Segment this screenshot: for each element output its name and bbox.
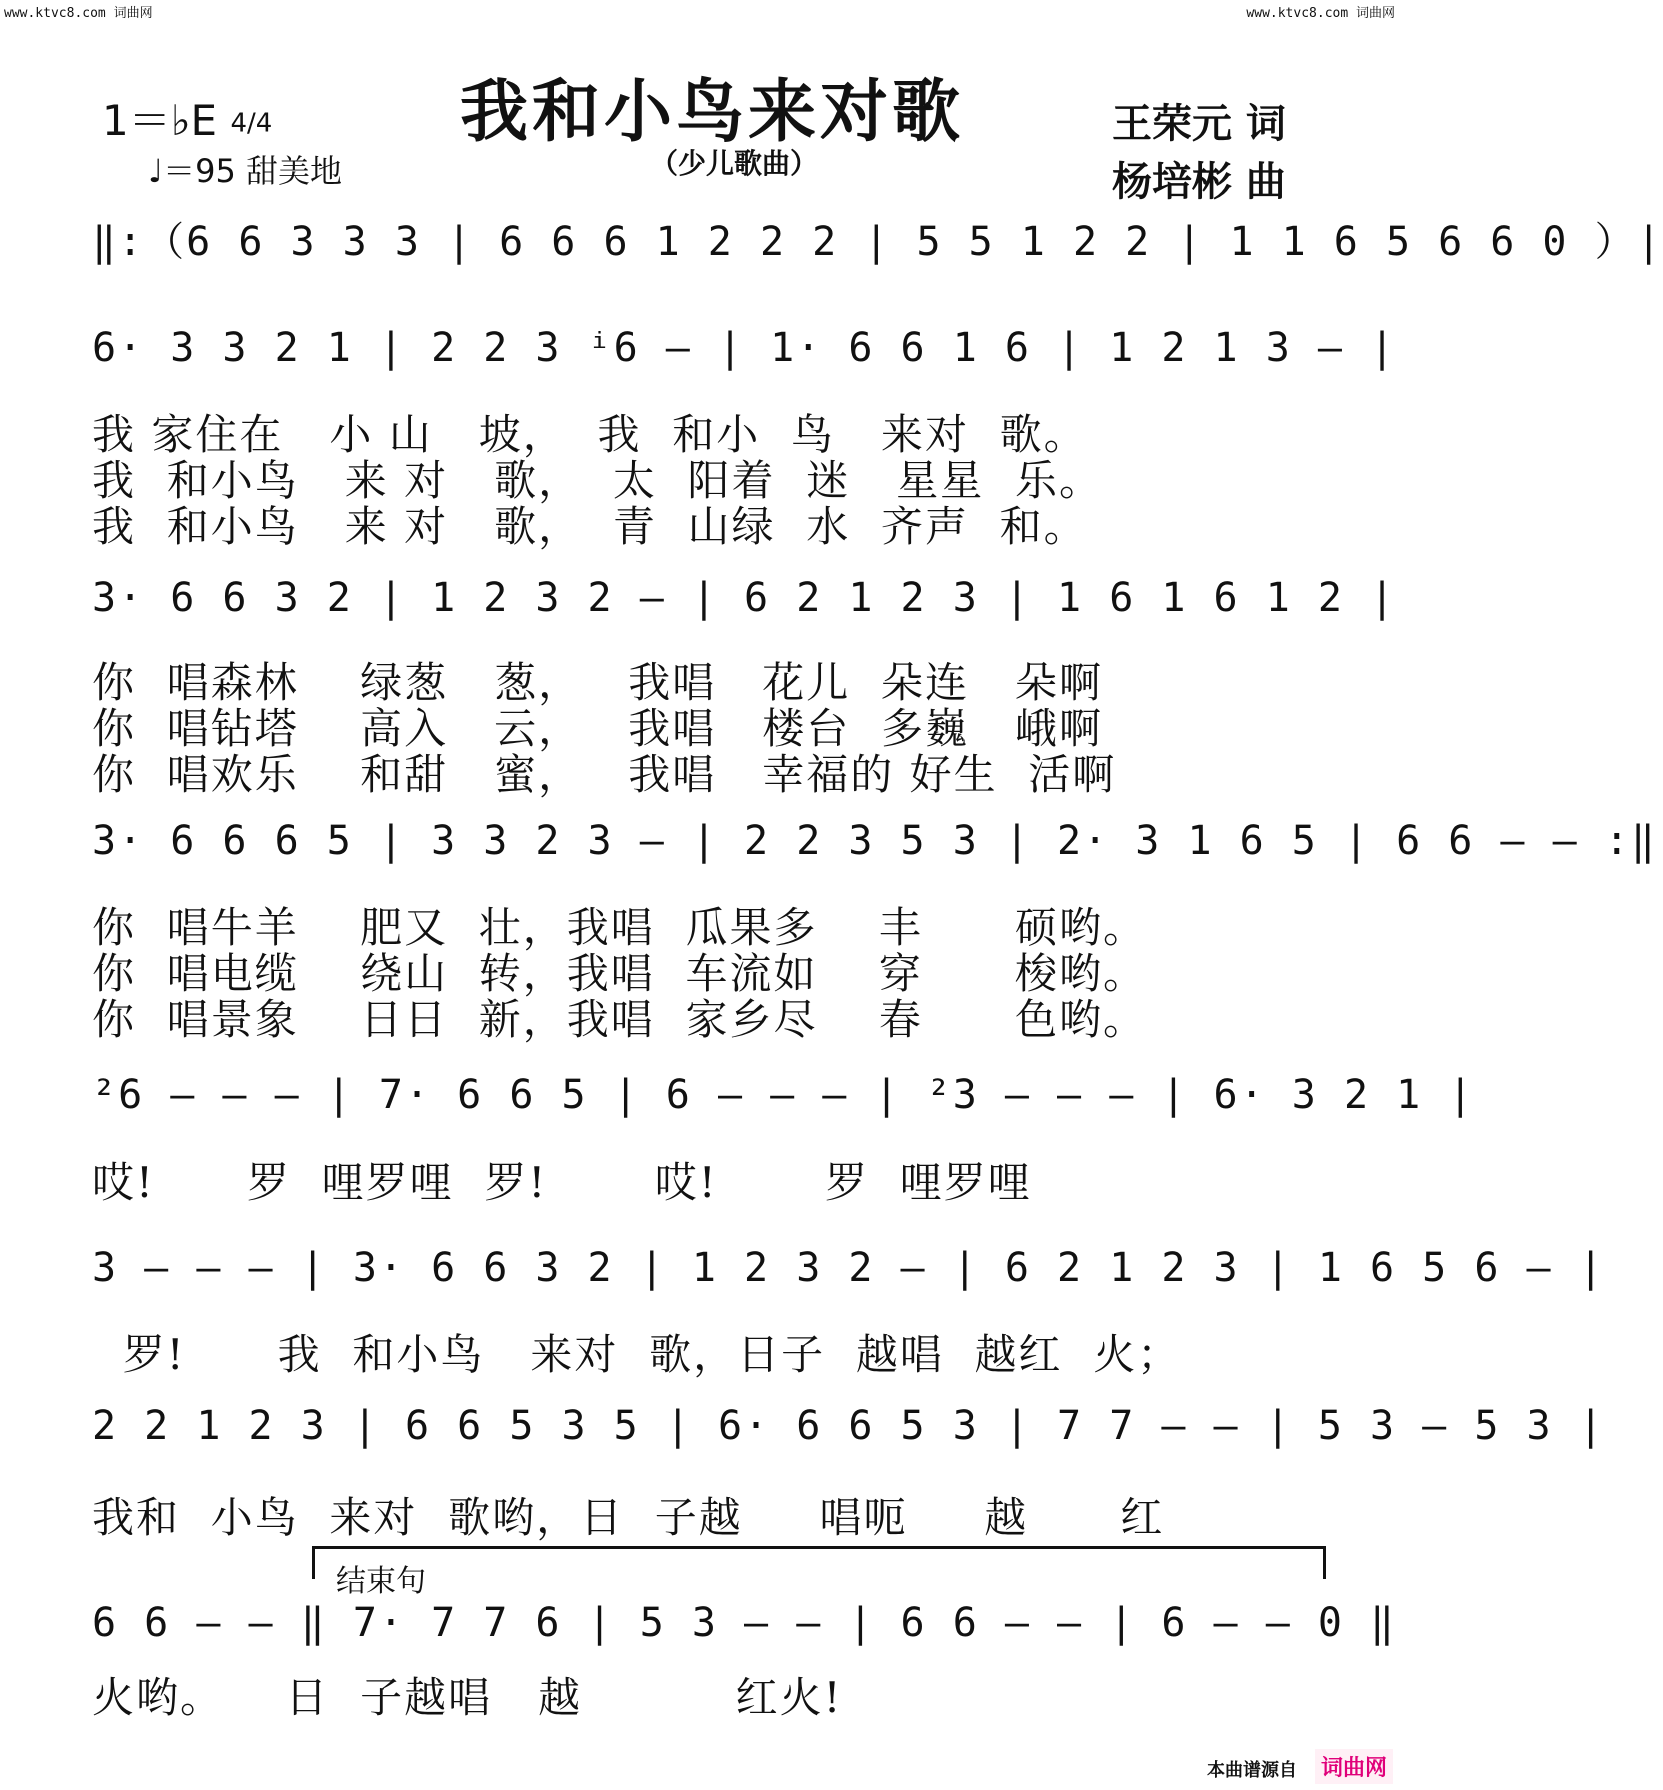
lyric-line: 罗! 我 和小鸟 来对 歌，日子 越唱 越红 火； bbox=[92, 1330, 1182, 1379]
footer-logo[interactable]: 词曲网 bbox=[1315, 1749, 1393, 1784]
score-line-8: 6 6 – – ‖ 7· 7 7 6 | 5 3 – – | 6 6 – – | 6 – – 0 ‖ bbox=[92, 1600, 1397, 1646]
score-line-1: ‖:（6 6 3 3 3 | 6 6 6 1 2 2 2 | 5 5 1 2 2 | 1 1 6 5 6 6 0 ）| bbox=[92, 219, 1663, 265]
song-subtitle: （少儿歌曲） bbox=[650, 147, 819, 180]
ending-bracket bbox=[312, 1546, 1326, 1579]
tempo-marking: ♩＝95 甜美地 bbox=[148, 152, 342, 190]
lyric-line: 我 和小鸟 来 对 歌， 太 阳着 迷 星星 乐。 bbox=[92, 456, 1104, 505]
lyric-line: 你 唱电缆 绕山 转，我唱 车流如 穿 梭哟。 bbox=[92, 949, 1148, 998]
lyric-line: 你 唱牛羊 肥又 壮，我唱 瓜果多 丰 硕哟。 bbox=[92, 903, 1148, 952]
lyric-line: 你 唱景象 日日 新，我唱 家乡尽 春 色哟。 bbox=[92, 995, 1148, 1044]
time-signature: 4/4 bbox=[230, 108, 273, 139]
site-watermark-left: www.ktvc8.com 词曲网 bbox=[4, 6, 153, 21]
lyric-line: 你 唱钻塔 高入 云， 我唱 楼台 多巍 峨啊 bbox=[92, 704, 1104, 753]
key-signature bbox=[102, 88, 272, 148]
score-line-3: 3· 6 6 3 2 | 1 2 3 2 – | 6 2 1 2 3 | 1 6 1 6 1 2 | bbox=[92, 575, 1397, 621]
song-title: 我和小鸟来对歌 bbox=[460, 72, 965, 152]
lyric-line: 我和 小鸟 来对 歌哟，日 子越 唱呃 越 红 bbox=[92, 1493, 1165, 1542]
composer-credit: 杨培彬 曲 bbox=[1112, 159, 1286, 205]
lyric-line: 哎! 罗 哩罗哩 罗! 哎! 罗 哩罗哩 bbox=[92, 1158, 1032, 1207]
score-line-5: ²6 – – – | 7· 6 6 5 | 6 – – – | ²3 – – – | 6· 3 2 1 | bbox=[92, 1072, 1475, 1118]
lyric-line: 我 和小鸟 来 对 歌， 青 山绿 水 齐声 和。 bbox=[92, 502, 1088, 551]
lyric-line: 你 唱森林 绿葱 葱， 我唱 花儿 朵连 朵啊 bbox=[92, 658, 1104, 707]
lyricist-credit: 王荣元 词 bbox=[1112, 101, 1286, 147]
lyric-line: 火哟。 日 子越唱 越 红火! bbox=[92, 1673, 843, 1722]
footer-source-text: 本曲谱源自 bbox=[1207, 1760, 1297, 1781]
site-watermark-right: www.ktvc8.com 词曲网 bbox=[1246, 6, 1395, 21]
score-line-2: 6· 3 3 2 1 | 2 2 3 ⁱ6 – | 1· 6 6 1 6 | 1 2 1 3 – | bbox=[92, 325, 1397, 371]
lyric-line: 我 家住在 小 山 坡， 我 和小 鸟 来对 歌。 bbox=[92, 410, 1088, 459]
score-line-7: 2 2 1 2 3 | 6 6 5 3 5 | 6· 6 6 5 3 | 7 7 – – | 5 3 – 5 3 | bbox=[92, 1403, 1605, 1449]
score-line-4: 3· 6 6 6 5 | 3 3 2 3 – | 2 2 3 5 3 | 2· 3 1 6 5 | 6 6 – – :‖ bbox=[92, 818, 1657, 864]
key-value: 1＝♭E bbox=[102, 96, 218, 145]
ending-label: 结束句 bbox=[336, 1564, 426, 1599]
score-line-6: 3 – – – | 3· 6 6 3 2 | 1 2 3 2 – | 6 2 1 2 3 | 1 6 5 6 – | bbox=[92, 1245, 1605, 1291]
lyric-line: 你 唱欢乐 和甜 蜜， 我唱 幸福的 好生 活啊 bbox=[92, 750, 1117, 799]
